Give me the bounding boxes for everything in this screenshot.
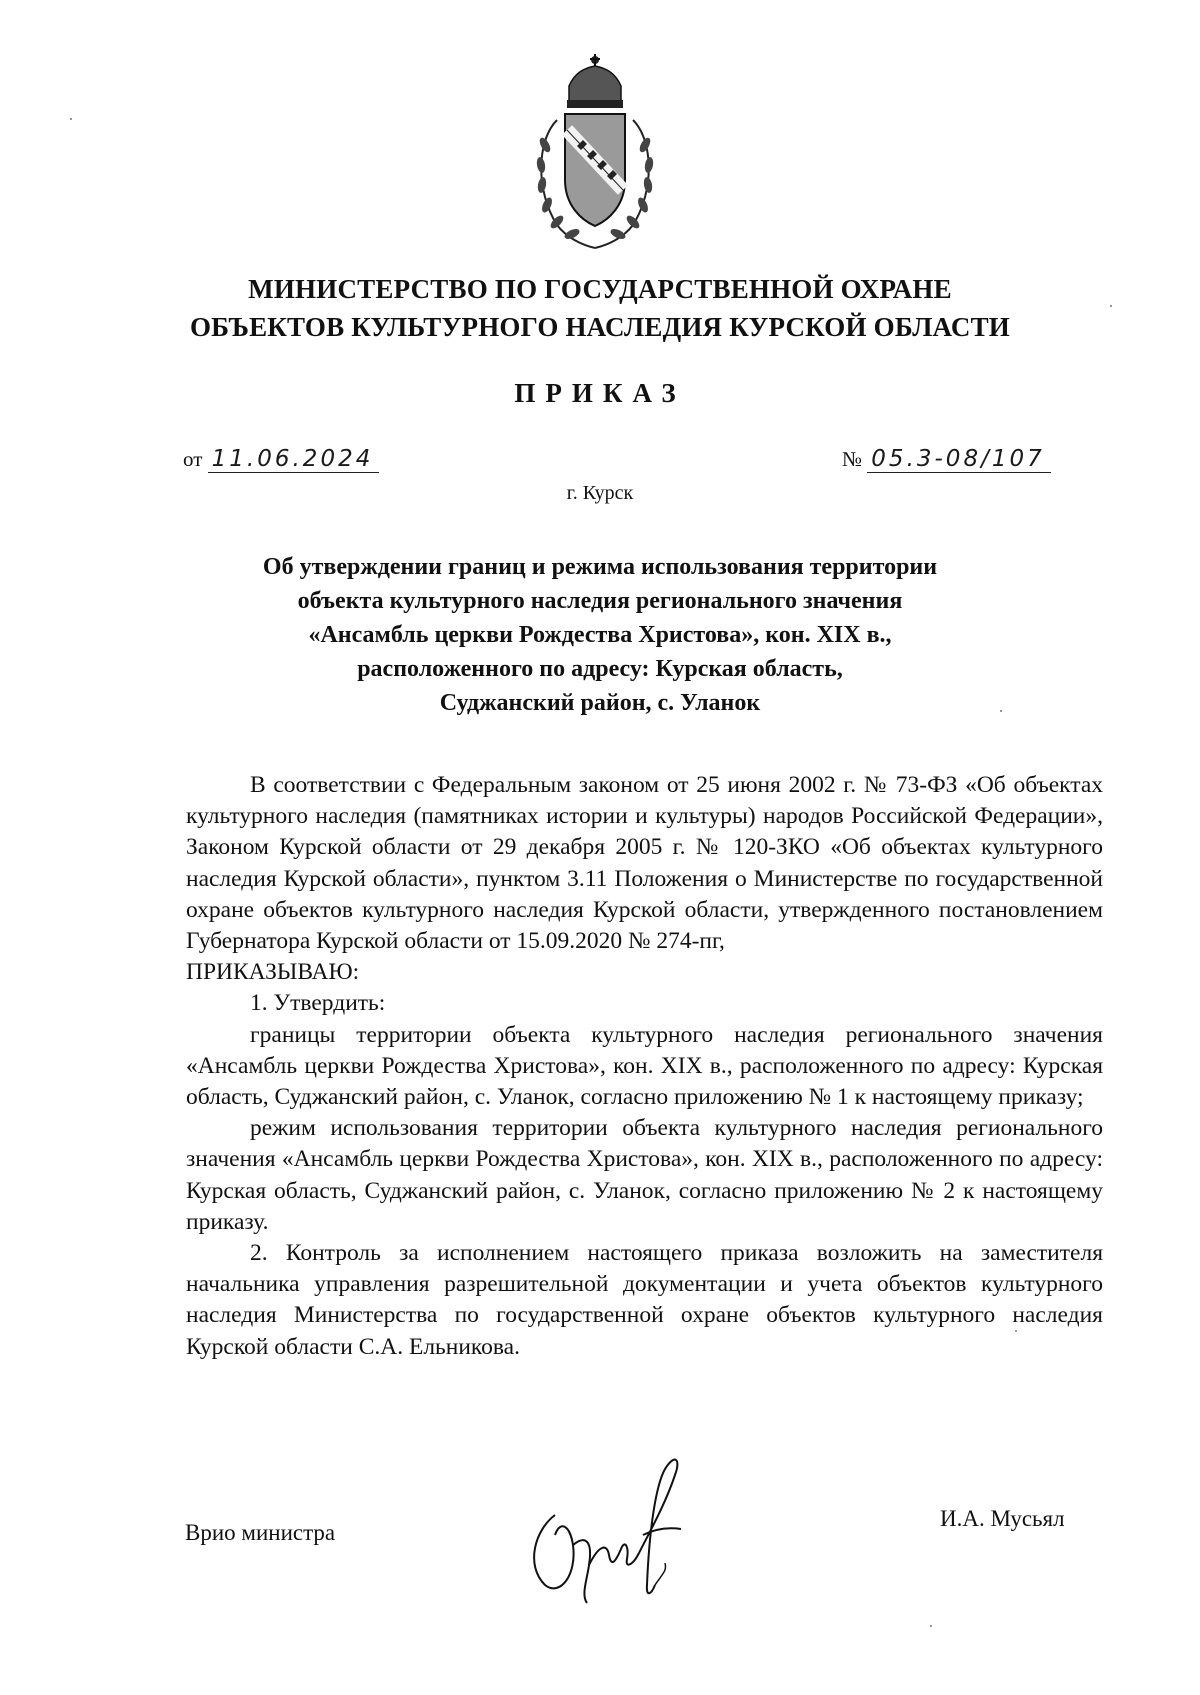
scan-speck (70, 118, 72, 120)
date-value: 11.06.2024 (208, 446, 380, 473)
subject-line1: Об утверждении границ и режима использования территории (262, 554, 938, 580)
scan-speck (1110, 305, 1112, 307)
scan-speck (1015, 1330, 1017, 1332)
preamble-paragraph: В соответствии с Федеральным законом от 25 июня 2002 г. № 73-ФЗ «Об объектах культурного наследия (памятниках истории и культуры) народов Российской Федерации», Законом Курской области от 29 декабря 2005 г. № 120-ЗКО «Об объектах культурного наследия Курской области», пунктом 3.11 Положения о Министерстве по государственной охране объектов культурного наследия Курской области, утвержденного постановлением Губернатора Курской области от 15.09.2020 № 274-пг, (186, 772, 1103, 955)
ministry-name-line1: МИНИСТЕРСТВО ПО ГОСУДАРСТВЕННОЙ ОХРАНЕ (248, 274, 952, 304)
ministry-name-line2: ОБЪЕКТОВ КУЛЬТУРНОГО НАСЛЕДИЯ КУРСКОЙ ОБЛАСТИ (189, 312, 1010, 342)
signatory-name: И.А. Мусьял (940, 1506, 1065, 1531)
order-subject (0, 550, 1200, 720)
item-1-usage-regime: режим использования территории объекта культурного наследия регионального значения «Ансамбль церкви Рождества Христова», кон. XIX в., расположенного по адресу: Курская область, Суджанский район, с. Уланок, согласно приложению № 2 к настоящему приказу. (186, 1115, 1103, 1235)
order-body (186, 770, 1103, 1363)
subject-line2: объекта культурного наследия регионального значения (297, 588, 903, 614)
scan-speck (1000, 710, 1002, 712)
number-value: 05.3-08/107 (867, 446, 1050, 473)
item-2-control: 2. Контроль за исполнением настоящего приказа возложить на заместителя начальника управления разрешительной документации и учета объектов культурного наследия Министерства по государственной охране объектов культурного наследия Курской области С.А. Ельникова. (186, 1240, 1103, 1360)
subject-line3: «Ансамбль церкви Рождества Христова», кон. XIX в., (308, 622, 892, 648)
document-type-title: ПРИКАЗ (514, 378, 686, 408)
order-number (842, 446, 1051, 473)
number-prefix: № (842, 447, 863, 471)
city-label: г. Курск (566, 482, 634, 504)
scan-speck (930, 1625, 932, 1627)
coat-of-arms-emblem (527, 50, 663, 250)
handwritten-signature (515, 1445, 735, 1615)
signatory-position: Врио министра (185, 1520, 336, 1545)
order-date (183, 446, 379, 473)
item-1-boundaries: границы территории объекта культурного наследия регионального значения «Ансамбль церкви Рождества Христова», кон. XIX в., расположенного по адресу: Курская область, Суджанский район, с. Уланок, согласно приложению № 1 к настоящему приказу; (186, 1021, 1103, 1111)
order-word: ПРИКАЗЫВАЮ: (186, 959, 360, 986)
ministry-name (0, 270, 1200, 346)
subject-line5: Суджанский район, с. Уланок (439, 690, 761, 716)
subject-line4: расположенного по адресу: Курская область, (357, 656, 843, 682)
date-prefix: от (183, 447, 203, 471)
item-1-heading: 1. Утвердить: (250, 990, 386, 1017)
